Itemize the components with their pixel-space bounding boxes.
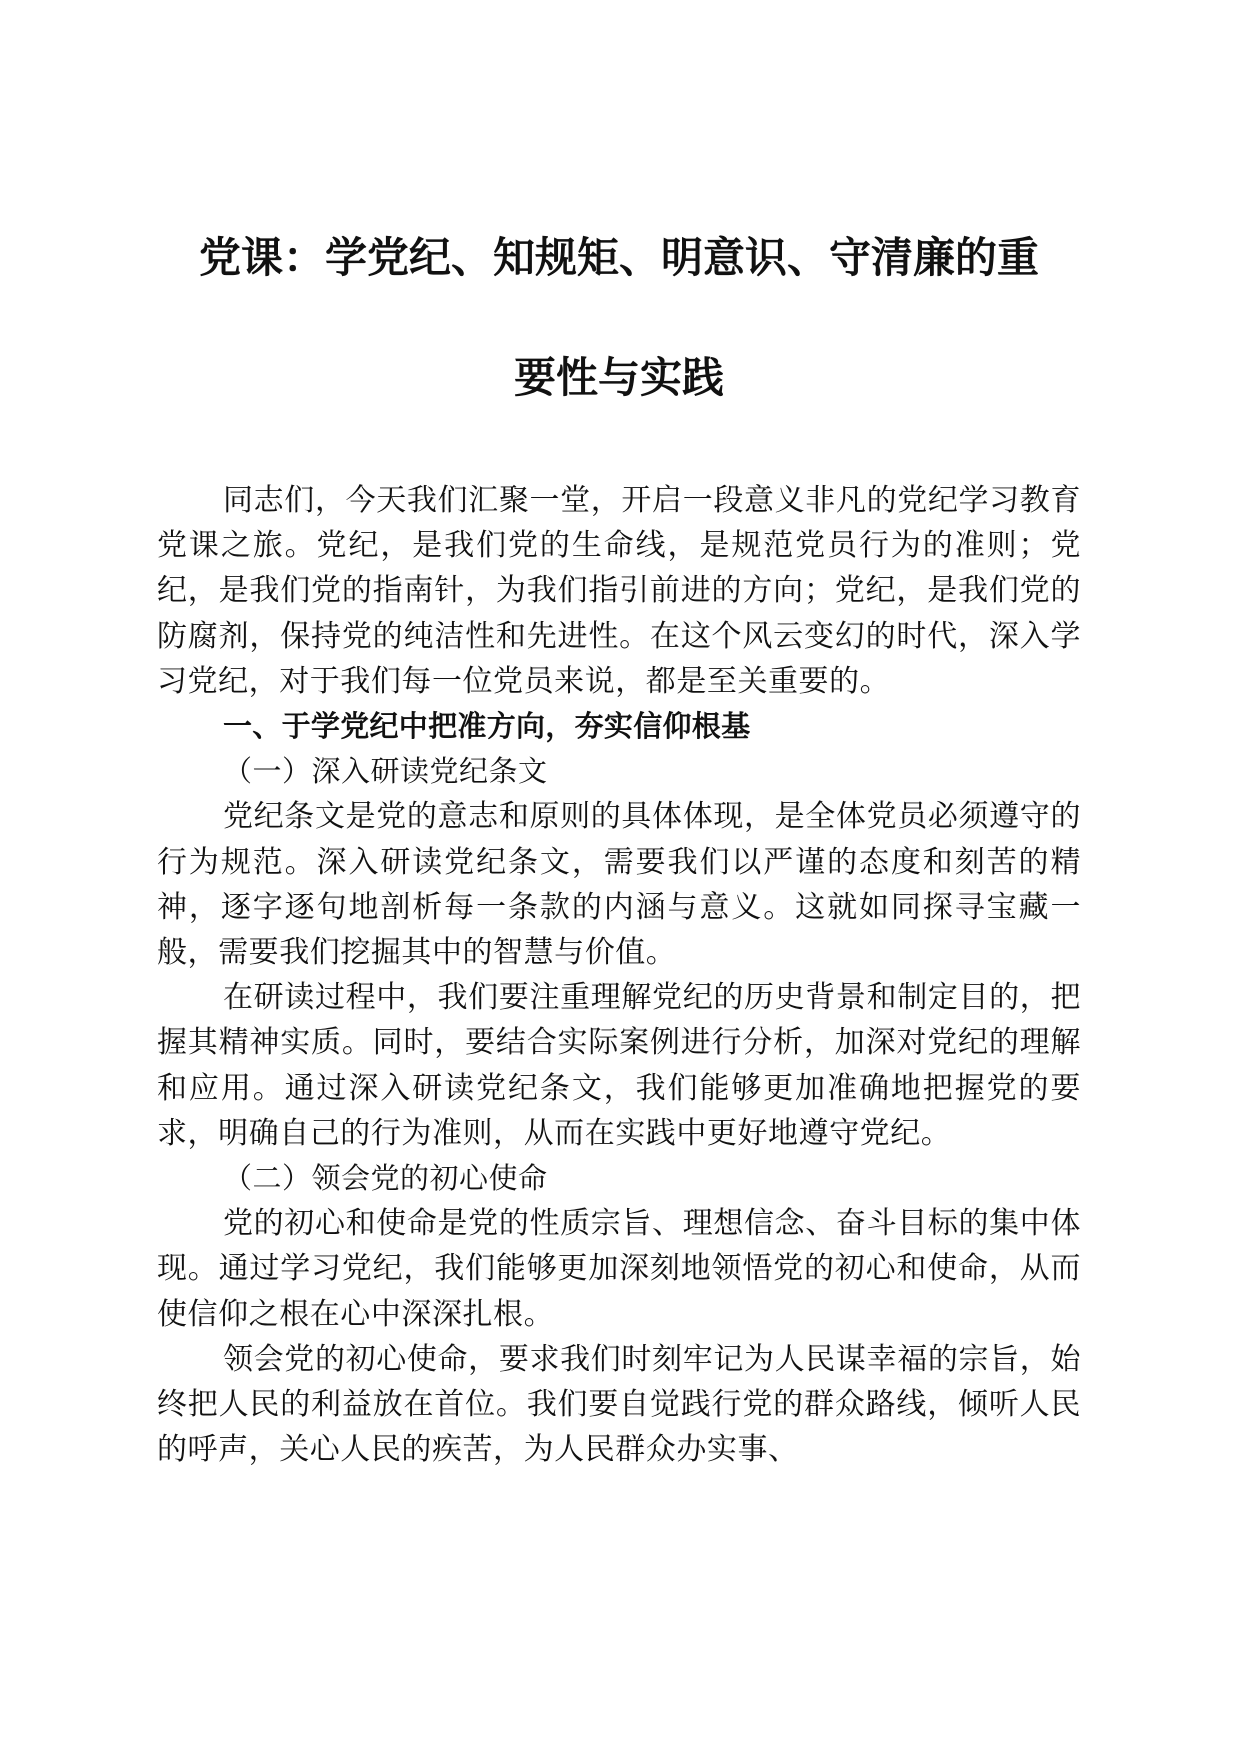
subsection-2-heading: （二）领会党的初心使命 <box>223 1161 548 1196</box>
subsection-2-paragraph-2: 领会党的初心使命，要求我们时刻牢记为人民谋幸福的宗旨，始终把人民的利益放在首位。我们要自觉践行党的群众路线，倾听人民的呼声，关心人民的疾苦，为人民群众办实事、 <box>157 1341 1081 1468</box>
intro-paragraph: 同志们，今天我们汇聚一堂，开启一段意义非凡的党纪学习教育党课之旅。党纪，是我们党的生命线，是规范党员行为的准则；党纪，是我们党的指南针，为我们指引前进的方向；党纪，是我们党的防腐剂，保持党的纯洁性和先进性。在这个风云变幻的时代，深入学习党纪，对于我们每一位党员来说，都是至关重要的。 <box>157 483 1081 699</box>
document-page <box>157 0 1081 1754</box>
subsection-2-paragraph-1: 党的初心和使命是党的性质宗旨、理想信念、奋斗目标的集中体现。通过学习党纪，我们能够更加深刻地领悟党的初心和使命，从而使信仰之根在心中深深扎根。 <box>157 1206 1081 1332</box>
section-1-heading: 一、于学党纪中把准方向，夯实信仰根基 <box>223 709 751 744</box>
subsection-1-paragraph-2: 在研读过程中，我们要注重理解党纪的历史背景和制定目的，把握其精神实质。同时，要结合实际案例进行分析，加深对党纪的理解和应用。通过深入研读党纪条文，我们能够更加准确地把握党的要求，明确自己的行为准则，从而在实践中更好地遵守党纪。 <box>157 980 1081 1151</box>
document-title-line-1: 党课：学党纪、知规矩、明意识、守清廉的重 <box>198 233 1039 282</box>
subsection-1-paragraph-1: 党纪条文是党的意志和原则的具体体现，是全体党员必须遵守的行为规范。深入研读党纪条文，需要我们以严谨的态度和刻苦的精神，逐字逐句地剖析每一条款的内涵与意义。这就如同探寻宝藏一般，需要我们挖掘其中的智慧与价值。 <box>157 799 1081 971</box>
document-title-line-2: 要性与实践 <box>513 353 724 402</box>
document-body <box>157 478 1081 1472</box>
subsection-1-heading: （一）深入研读党纪条文 <box>223 754 548 789</box>
